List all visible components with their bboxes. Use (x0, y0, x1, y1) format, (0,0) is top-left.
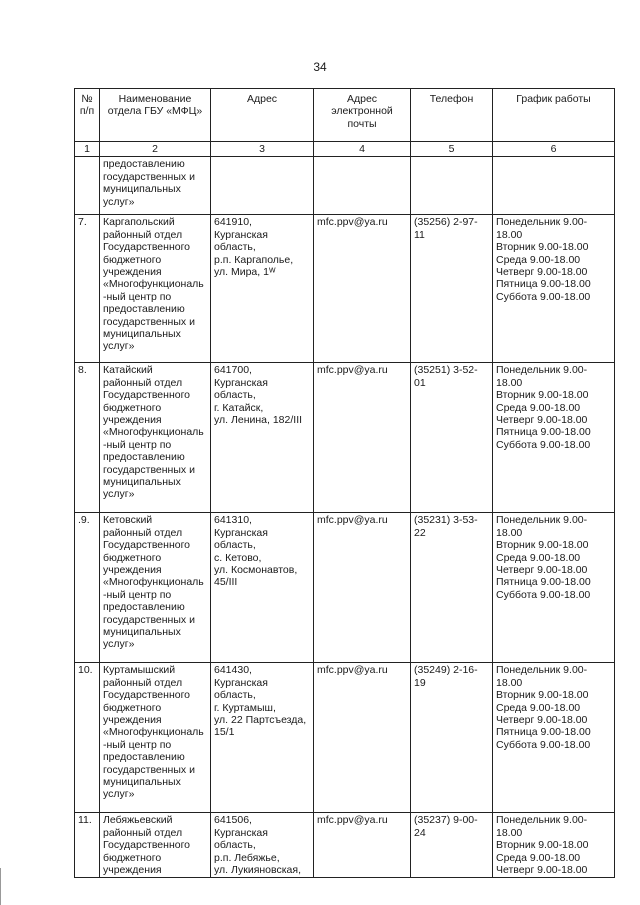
cell-line: государственных и (103, 613, 195, 626)
row-number: 11. (75, 813, 100, 878)
cell-line: предоставлению (103, 751, 185, 764)
cell-line: Адрес (346, 93, 378, 105)
cell-line: Государственного (103, 689, 191, 702)
cell-line: «Многофункциональ (103, 576, 204, 589)
cell-line: услуг» (103, 638, 135, 651)
office-schedule (493, 215, 615, 363)
cell-line: г. Куртамыш, (214, 701, 276, 714)
cell-line: бюджетного (103, 551, 162, 564)
cell-line: График работы (516, 93, 591, 105)
cell-line: Адрес (246, 93, 278, 105)
cell-line: ул. Лукияновская, (214, 864, 301, 877)
cell-line: 641430, (214, 664, 252, 677)
column-number-row (75, 142, 615, 157)
column-number: 3 (211, 142, 314, 157)
cell-line: -ный центр по (103, 588, 172, 601)
header-email (314, 89, 411, 142)
table-row (75, 513, 615, 663)
cell-line: 01 (414, 376, 426, 389)
cell-line: бюджетного (103, 701, 162, 714)
cell-line: -ный центр по (103, 290, 172, 303)
cell-line: 641700, (214, 364, 252, 377)
cell-line: районный отдел (103, 826, 183, 839)
column-number: 2 (100, 142, 211, 157)
cell-line: Пятница 9.00-18.00 (496, 576, 591, 589)
cell-line: 18.00 (496, 526, 523, 539)
cell-line: 11 (414, 228, 425, 241)
cell-line: ул. Космонавтов, (214, 564, 298, 577)
cell-line: -ный центр по (103, 438, 172, 451)
cell-line: область, (214, 539, 256, 552)
cell-line: Четверг 9.00-18.00 (496, 266, 588, 279)
cell-line: Понедельник 9.00- (496, 364, 588, 377)
header-phone (411, 89, 493, 142)
cell-line: государственных и (103, 463, 195, 476)
page-number: 34 (313, 60, 327, 74)
office-email: mfc.ppv@ya.ru (314, 363, 411, 513)
column-number: 5 (411, 142, 493, 157)
cell-line: р.п. Каргаполье, (214, 253, 294, 266)
office-phone (411, 813, 493, 878)
cell-line: предоставлению (103, 601, 185, 614)
cell-line: бюджетного (103, 253, 162, 266)
office-phone (411, 157, 493, 215)
cell-line: Куртамышский (103, 664, 176, 677)
cell-line: Каргапольский (103, 216, 175, 229)
cell-line: бюджетного (103, 851, 162, 864)
cell-line: Курганская (214, 526, 268, 539)
cell-line: государственных и (103, 315, 195, 328)
office-email (314, 157, 411, 215)
cell-line: 641910, (214, 216, 252, 229)
office-phone (411, 513, 493, 663)
cell-line: Государственного (103, 839, 191, 852)
cell-line: (35256) 2-97- (414, 216, 478, 229)
cell-line: ул. Мира, 1ᵂ (214, 266, 276, 279)
cell-line: Телефон (429, 93, 474, 105)
office-schedule (493, 813, 615, 878)
cell-line: 641506, (214, 814, 252, 827)
cell-line: учреждения (103, 864, 162, 877)
cell-line: почты (347, 117, 377, 130)
cell-line: Вторник 9.00-18.00 (496, 689, 589, 702)
cell-line: Четверг 9.00-18.00 (496, 714, 588, 727)
cell-line: учреждения (103, 564, 162, 577)
office-email: mfc.ppv@ya.ru (314, 215, 411, 363)
cell-line: муниципальных (103, 183, 181, 196)
cell-line: районный отдел (103, 228, 183, 241)
column-number: 1 (75, 142, 100, 157)
cell-line: 22 (414, 526, 426, 539)
cell-line: бюджетного (103, 401, 162, 414)
cell-line: услуг» (103, 488, 135, 501)
cell-line: Среда 9.00-18.00 (496, 551, 581, 564)
cell-line: Суббота 9.00-18.00 (496, 290, 591, 303)
cell-line: Пятница 9.00-18.00 (496, 278, 591, 291)
row-number: 10. (75, 663, 100, 813)
cell-line: Государственного (103, 241, 191, 254)
cell-line: услуг» (103, 788, 135, 801)
cell-line: -ный центр по (103, 738, 172, 751)
office-email: mfc.ppv@ya.ru (314, 513, 411, 663)
table-row (75, 663, 615, 813)
cell-line: 18.00 (496, 826, 523, 839)
cell-line: Суббота 9.00-18.00 (496, 588, 591, 601)
cell-line: Вторник 9.00-18.00 (496, 539, 589, 552)
cell-line: Понедельник 9.00- (496, 664, 588, 677)
office-address (211, 513, 314, 663)
cell-line: Вторник 9.00-18.00 (496, 389, 589, 402)
office-name (100, 157, 211, 215)
column-number: 4 (314, 142, 411, 157)
cell-line: районный отдел (103, 376, 183, 389)
cell-line: «Многофункциональ (103, 278, 204, 291)
office-address (211, 813, 314, 878)
cell-line: (35249) 2-16- (414, 664, 478, 677)
cell-line: учреждения (103, 414, 162, 427)
cell-line: Курганская (214, 228, 268, 241)
row-number: 7. (75, 215, 100, 363)
cell-line: Среда 9.00-18.00 (496, 701, 581, 714)
cell-line: Вторник 9.00-18.00 (496, 241, 589, 254)
cell-line: районный отдел (103, 526, 183, 539)
cell-line: Среда 9.00-18.00 (496, 851, 581, 864)
header-row (75, 89, 615, 142)
column-number: 6 (493, 142, 615, 157)
cell-line: п/п (79, 105, 95, 118)
cell-line: ул. 22 Партсъезда, (214, 714, 307, 727)
cell-line: область, (214, 689, 256, 702)
table-row (75, 363, 615, 513)
office-address (211, 157, 314, 215)
cell-line: Суббота 9.00-18.00 (496, 738, 591, 751)
office-schedule (493, 363, 615, 513)
cell-line: Кетовский (103, 514, 153, 527)
cell-line: р.п. Лебяжье, (214, 851, 280, 864)
office-email: mfc.ppv@ya.ru (314, 813, 411, 878)
cell-line: Четверг 9.00-18.00 (496, 564, 588, 577)
cell-line: государственных и (103, 170, 195, 183)
scan-edge-mark (0, 868, 7, 905)
cell-line: Суббота 9.00-18.00 (496, 438, 591, 451)
cell-line: Понедельник 9.00- (496, 514, 588, 527)
cell-line: (35237) 9-00- (414, 814, 478, 827)
cell-line: Четверг 9.00-18.00 (496, 864, 588, 877)
cell-line: «Многофункциональ (103, 426, 204, 439)
cell-line: муниципальных (103, 328, 181, 341)
cell-line: районный отдел (103, 676, 183, 689)
cell-line: Государственного (103, 539, 191, 552)
office-address (211, 363, 314, 513)
cell-line: 18.00 (496, 676, 523, 689)
cell-line: Лебяжьевский (103, 814, 173, 827)
cell-line: Пятница 9.00-18.00 (496, 426, 591, 439)
cell-line: Среда 9.00-18.00 (496, 253, 581, 266)
cell-line: 15/1 (214, 726, 235, 739)
cell-line: 18.00 (496, 376, 523, 389)
cell-line: область, (214, 241, 256, 254)
row-number (75, 157, 100, 215)
cell-line: «Многофункциональ (103, 726, 204, 739)
cell-line: Катайский (103, 364, 153, 377)
cell-line: № (81, 93, 93, 105)
office-name (100, 215, 211, 363)
cell-line: Четверг 9.00-18.00 (496, 414, 588, 427)
cell-line: отдела ГБУ «МФЦ» (107, 105, 203, 118)
row-number: .9. (75, 513, 100, 663)
office-phone (411, 363, 493, 513)
cell-line: Курганская (214, 676, 268, 689)
cell-line: 641310, (214, 514, 252, 527)
header-name (100, 89, 211, 142)
office-address (211, 663, 314, 813)
cell-line: учреждения (103, 714, 162, 727)
cell-line: электронной (331, 105, 393, 118)
cell-line: государственных и (103, 763, 195, 776)
cell-line: ул. Ленина, 182/III (214, 414, 303, 427)
cell-line: с. Кетово, (214, 551, 262, 564)
cell-line: услуг» (103, 340, 135, 353)
cell-line: Понедельник 9.00- (496, 216, 588, 229)
offices-table (74, 88, 615, 878)
cell-line: 19 (414, 676, 426, 689)
office-name (100, 813, 211, 878)
cell-line: Курганская (214, 826, 268, 839)
cell-line: предоставлению (103, 158, 185, 171)
header-address (211, 89, 314, 142)
table-row (75, 813, 615, 878)
office-schedule (493, 513, 615, 663)
cell-line: предоставлению (103, 303, 185, 316)
cell-line: Наименование (118, 93, 192, 105)
cell-line: Курганская (214, 376, 268, 389)
office-name (100, 663, 211, 813)
header-schedule (493, 89, 615, 142)
office-phone (411, 215, 493, 363)
office-name (100, 513, 211, 663)
office-address (211, 215, 314, 363)
office-email: mfc.ppv@ya.ru (314, 663, 411, 813)
cell-line: Вторник 9.00-18.00 (496, 839, 589, 852)
table-row (75, 215, 615, 363)
cell-line: муниципальных (103, 626, 181, 639)
office-schedule (493, 157, 615, 215)
cell-line: (35231) 3-53- (414, 514, 478, 527)
cell-line: 18.00 (496, 228, 523, 241)
cell-line: услуг» (103, 195, 135, 208)
cell-line: (35251) 3-52- (414, 364, 478, 377)
cell-line: муниципальных (103, 776, 181, 789)
office-schedule (493, 663, 615, 813)
cell-line: область, (214, 389, 256, 402)
table-row (75, 157, 615, 215)
cell-line: 45/III (214, 576, 238, 589)
cell-line: муниципальных (103, 476, 181, 489)
cell-line: Понедельник 9.00- (496, 814, 588, 827)
cell-line: учреждения (103, 266, 162, 279)
cell-line: предоставлению (103, 451, 185, 464)
cell-line: область, (214, 839, 256, 852)
cell-line: 24 (414, 826, 426, 839)
cell-line: г. Катайск, (214, 401, 264, 414)
header-num (75, 89, 100, 142)
cell-line: Государственного (103, 389, 191, 402)
office-phone (411, 663, 493, 813)
row-number: 8. (75, 363, 100, 513)
cell-line: Среда 9.00-18.00 (496, 401, 581, 414)
office-name (100, 363, 211, 513)
cell-line: Пятница 9.00-18.00 (496, 726, 591, 739)
